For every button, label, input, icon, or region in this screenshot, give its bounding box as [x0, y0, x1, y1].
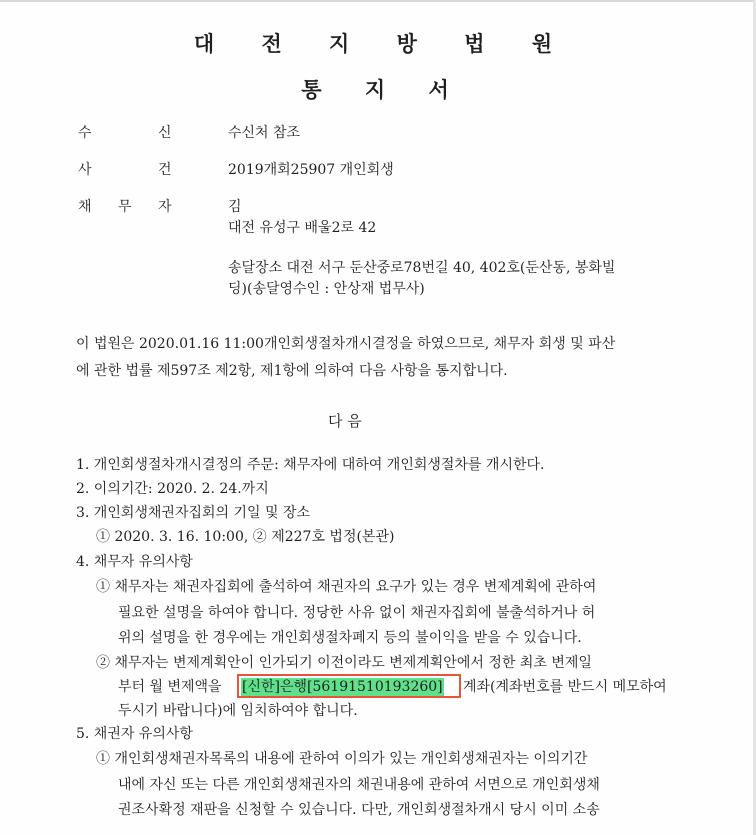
debtor-label-2: 무	[118, 199, 132, 215]
debtor-label-1: 채	[78, 199, 92, 215]
debtor-address: 대전 유성구 배울2로 42	[228, 220, 377, 236]
scan-edge-top	[0, 0, 756, 2]
item-5-1-line2: 내에 자신 또는 다른 개인회생채권자의 채권내용에 관하여 서면으로 개인회생채	[118, 777, 600, 793]
intro-line-1: 이 법원은 2020.01.16 11:00개인회생절차개시결정을 하였으므로, 채무자 회생 및 파산	[76, 336, 616, 352]
delivery-place-line1: 송달장소 대전 서구 둔산중로78번길 40, 402호(둔산동, 봉화빌	[228, 260, 616, 276]
item-4-2-line2-pre: 부터 월 변제액을	[118, 679, 222, 695]
account-highlight-box	[237, 674, 461, 698]
recipient-label-1: 수	[78, 125, 92, 141]
case-label-2: 건	[158, 162, 172, 178]
intro-line-2: 에 관한 법률 제597조 제2항, 제1항에 의하여 다음 사항을 통지합니다.	[76, 363, 508, 379]
item-4-2-line2-post: 계좌(계좌번호를 반드시 메모하여	[463, 679, 667, 695]
item-4-1-line1: ① 채무자는 채권자집회에 출석하여 채권자의 요구가 있는 경우 변제계획에 관하여	[96, 579, 597, 595]
document-title: 통 지 서	[301, 77, 467, 102]
debtor-name: 김	[228, 199, 242, 215]
case-number: 2019개회25907 개인회생	[228, 162, 394, 178]
item-4-2-line1: ② 채무자는 변제계획안이 인가되기 이전이라도 변제계획안에서 정한 최초 변제일	[96, 655, 592, 671]
item-4-1-line2: 필요한 설명을 하여야 합니다. 정당한 사유 없이 채권자집회에 불출석하거나 허	[118, 605, 596, 621]
debtor-label-3: 자	[158, 199, 172, 215]
item-4: 4. 채무자 유의사항	[76, 554, 193, 570]
case-label-1: 사	[78, 162, 92, 178]
item-2: 2. 이의기간: 2020. 2. 24.까지	[76, 481, 269, 497]
section-heading: 다 음	[328, 412, 362, 430]
item-3-detail: ① 2020. 3. 16. 10:00, ② 제227호 법정(본관)	[96, 529, 395, 545]
court-name: 대 전 지 방 법 원	[193, 31, 573, 56]
item-1: 1. 개인회생절차개시결정의 주문: 채무자에 대하여 개인회생절차를 개시한다.	[76, 457, 545, 473]
item-5-1-line3: 권조사확정 재판을 신청할 수 있습니다. 다만, 개인회생절차개시 당시 이미 소송	[118, 802, 600, 818]
recipient-value: 수신처 참조	[228, 125, 301, 141]
item-3: 3. 개인회생채권자집회의 기일 및 장소	[76, 505, 311, 521]
item-4-1-line3: 위의 설명을 한 경우에는 개인회생절차폐지 등의 불이익을 받을 수 있습니다.	[118, 630, 582, 646]
delivery-place-line2: 딩)(송달영수인 : 안상재 법무사)	[228, 281, 425, 297]
account-number: [신한]은행[56191510193260]	[242, 679, 443, 695]
item-5: 5. 채권자 유의사항	[76, 726, 193, 742]
item-5-1-line1: ① 개인회생채권자목록의 내용에 관하여 이의가 있는 개인회생채권자는 이의기간	[96, 751, 588, 767]
item-4-2-line3: 두시기 바랍니다)에 임치하여야 합니다.	[118, 703, 358, 719]
recipient-label-2: 신	[158, 125, 172, 141]
